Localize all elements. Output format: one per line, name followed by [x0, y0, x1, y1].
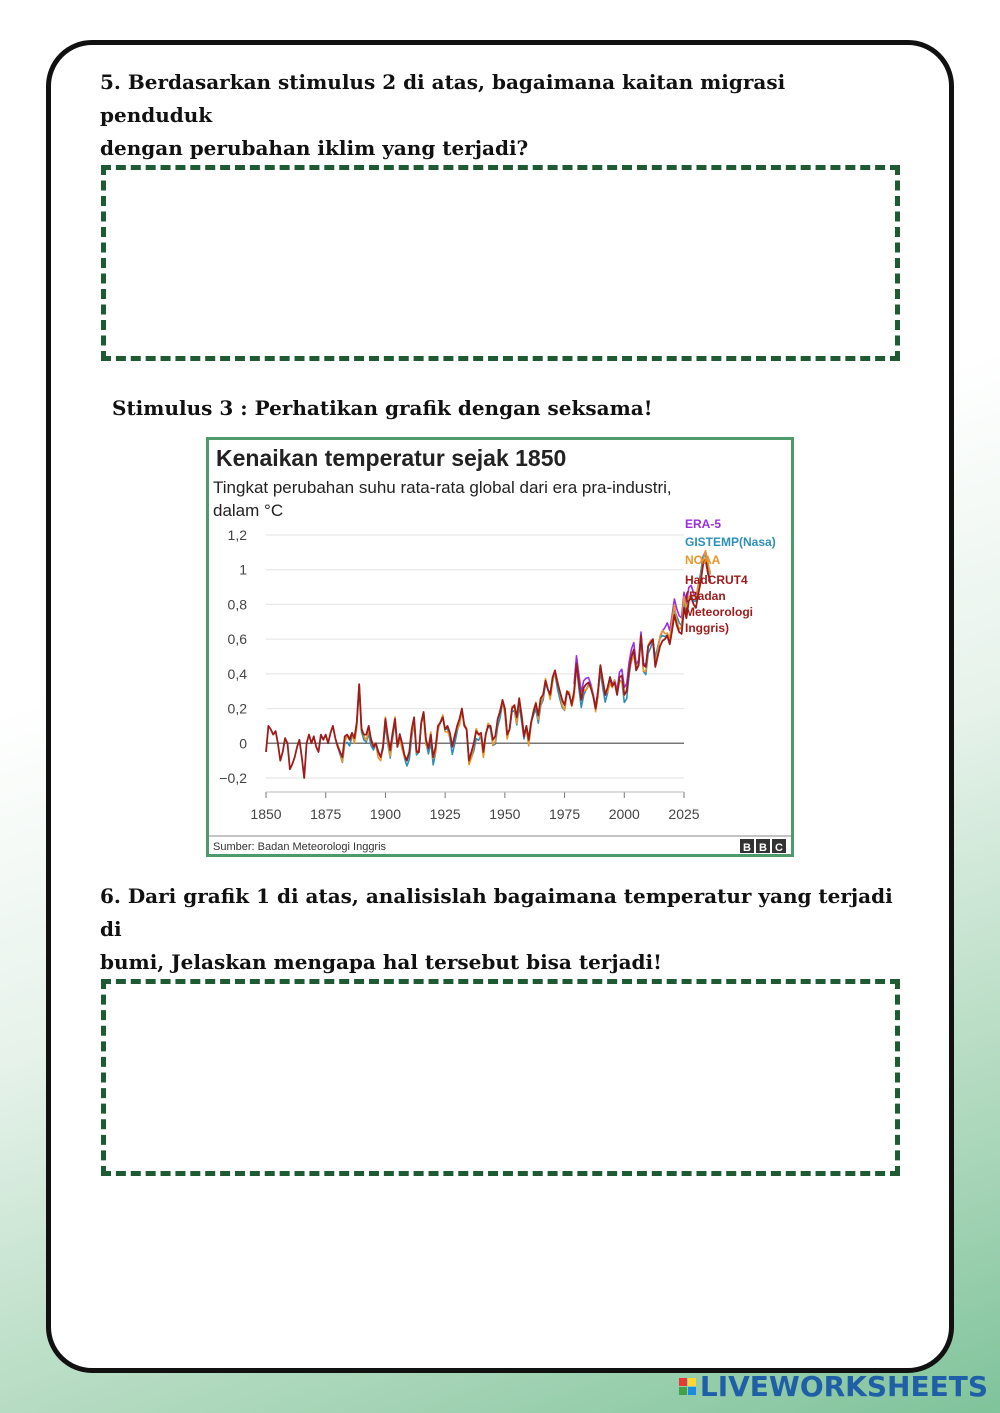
chart-x-tick-label: 2000: [608, 806, 640, 822]
question-6: [100, 880, 900, 979]
chart-subtitle-line-2: dalam °C: [213, 501, 284, 520]
liveworksheets-icon: [679, 1378, 696, 1395]
chart-legend-entry: GISTEMP(Nasa): [685, 535, 776, 549]
chart-legend-entry: NOAA: [685, 553, 721, 567]
chart-y-tick-label: −0,2: [219, 770, 247, 786]
chart-x-tick-label: 1875: [310, 806, 342, 822]
chart-y-tick-label: 0: [239, 735, 247, 752]
chart-legend-entry: (Badan: [685, 589, 726, 603]
chart-x-ticks: [250, 792, 699, 822]
chart-y-tick-label: 1,2: [227, 527, 247, 543]
chart-y-tick-label: 1: [239, 561, 247, 578]
chart-legend-entry: ERA-5: [685, 517, 722, 531]
chart-title: Kenaikan temperatur sejak 1850: [216, 445, 567, 471]
chart-legend-entry: HadCRUT4: [685, 573, 748, 587]
bbc-logo-letter: B: [743, 842, 751, 854]
question-6-line-2: bumi, Jelaskan mengapa hal tersebut bisa terjadi!: [100, 950, 662, 974]
chart-x-tick-label: 1975: [548, 806, 581, 822]
temperature-chart: [206, 437, 794, 857]
chart-y-tick-label: 0,4: [227, 665, 247, 682]
answer-box-6[interactable]: [101, 979, 900, 1176]
question-5-line-1: 5. Berdasarkan stimulus 2 di atas, bagaimana kaitan migrasi penduduk: [100, 70, 786, 127]
chart-x-tick-label: 1900: [369, 806, 402, 822]
chart-y-tick-label: 0,8: [227, 596, 247, 613]
bbc-logo-letter: C: [775, 842, 783, 854]
stimulus-3-label: Stimulus 3 : Perhatikan grafik dengan seksama!: [112, 396, 653, 420]
chart-x-tick-label: 1950: [489, 806, 521, 822]
chart-source: Sumber: Badan Meteorologi Inggris: [213, 841, 387, 853]
question-5: [100, 66, 900, 165]
liveworksheets-brand: LIVEWORKSHEETS: [699, 1369, 988, 1403]
bbc-logo-letter: B: [759, 842, 767, 854]
bbc-logo: [740, 839, 786, 854]
chart-x-tick-label: 1850: [250, 806, 282, 822]
question-6-line-1: 6. Dari grafik 1 di atas, analisislah bagaimana temperatur yang terjadi di: [100, 884, 893, 941]
chart-subtitle-line-1: Tingkat perubahan suhu rata-rata global dari era pra-industri,: [213, 478, 672, 497]
chart-y-tick-label: 0,6: [227, 631, 247, 648]
chart-legend-entry: Meteorologi: [685, 605, 753, 619]
liveworksheets-logo[interactable]: [679, 1369, 988, 1403]
chart-legend: [685, 517, 776, 635]
chart-canvas: [209, 440, 791, 854]
chart-y-tick-label: 0,2: [227, 700, 247, 717]
chart-x-tick-label: 2025: [668, 806, 700, 822]
chart-y-ticks: [219, 527, 247, 786]
answer-box-5[interactable]: [101, 165, 900, 361]
chart-x-tick-label: 1925: [429, 806, 461, 822]
chart-legend-entry: Inggris): [685, 621, 729, 635]
question-5-line-2: dengan perubahan iklim yang terjadi?: [100, 136, 529, 160]
